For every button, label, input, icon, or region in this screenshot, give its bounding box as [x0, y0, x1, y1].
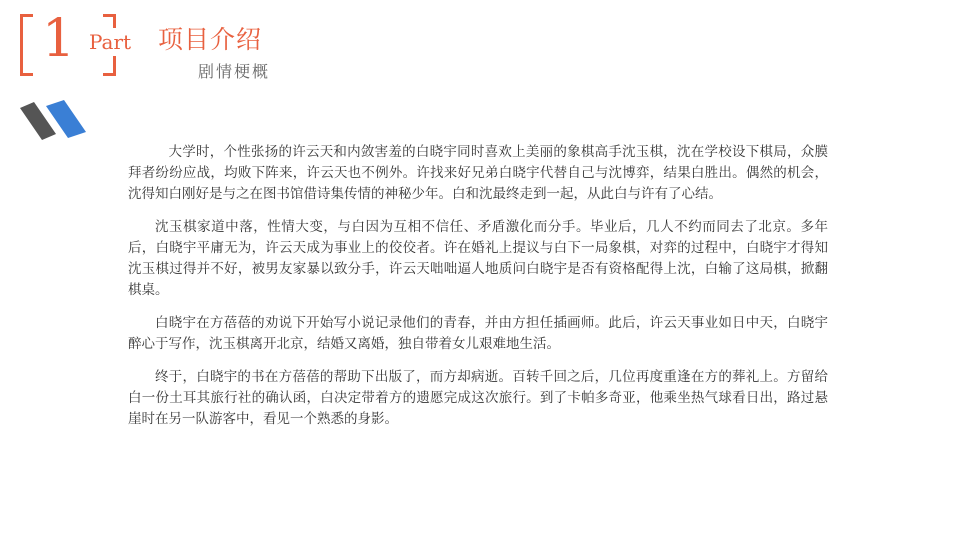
- synopsis-paragraph-4: 终于，白晓宇的书在方蓓蓓的帮助下出版了，而方却病逝。百转千回之后，几位再度重逢在方的葬礼上。方留给白一份土耳其旅行社的确认函，白决定带着方的遗愿完成这次旅行。到了卡帕多奇亚，他乘坐热气球看日出，路过悬崖时在另一队游客中，看见一个熟悉的身影。: [128, 369, 828, 427]
- left-bracket-shape: [20, 14, 33, 76]
- synopsis-paragraph-1: 大学时，个性张扬的许云天和内敛害羞的白晓宇同时喜欢上美丽的象棋高手沈玉棋，沈在学校设下棋局，众膜拜者纷纷应战，均败下阵来，许云天也不例外。许找来好兄弟白晓宇代替自己与沈博弈，结果白胜出。偶然的机会，沈得知白刚好是与之在图书馆借诗集传情的神秘少年。白和沈最终走到一起，从此白与许有了心结。: [128, 144, 828, 202]
- section-subtitle: 剧情梗概: [198, 62, 271, 81]
- section-number: 1: [42, 9, 76, 69]
- decorative-slash-icon: [20, 100, 90, 142]
- section-title: 项目介绍: [158, 25, 263, 54]
- synopsis-paragraph-2: 沈玉棋家道中落，性情大变，与白因为互相不信任、矛盾激化而分手。毕业后，几人不约而同去了北京。多年后，白晓宇平庸无为，许云天成为事业上的佼佼者。许在婚礼上提议与白下一局象棋，对弈的过程中，白晓宇才得知沈玉棋过得并不好，被男友家暴以致分手，许云天咄咄逼人地质问白晓宇是否有资格配得上沈，白输了这局棋，掀翻棋桌。: [128, 219, 828, 298]
- synopsis-paragraph-3: 白晓宇在方蓓蓓的劝说下开始写小说记录他们的青春，并由方担任插画师。此后，许云天事业如日中天，白晓宇醉心于写作，沈玉棋离开北京，结婚又离婚，独自带着女儿艰难地生活。: [128, 315, 828, 352]
- part-label: Part: [87, 28, 135, 56]
- synopsis-body: [128, 142, 828, 442]
